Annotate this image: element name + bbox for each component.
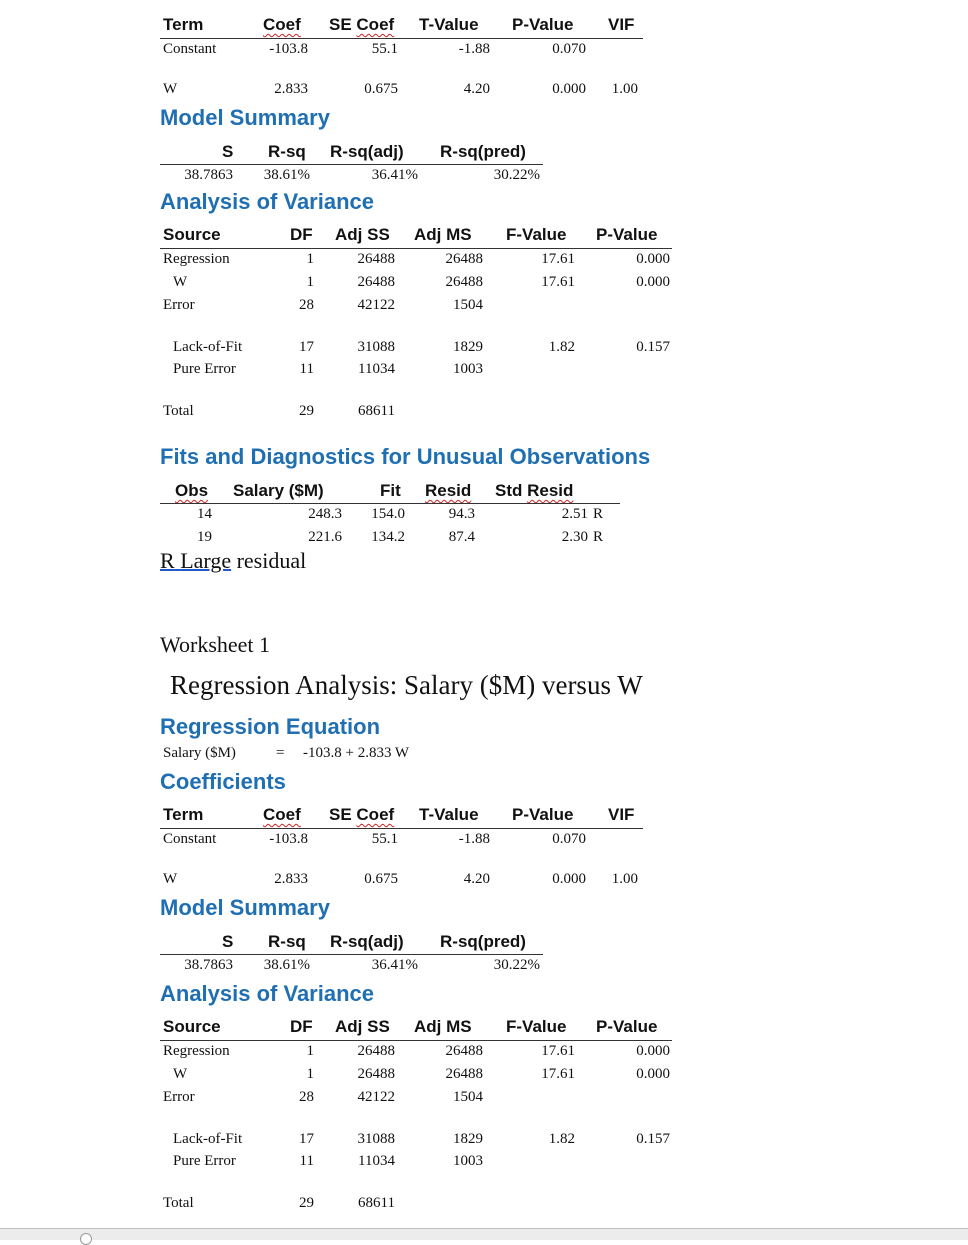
cell: 94.3 bbox=[448, 506, 475, 522]
header-rule bbox=[160, 828, 643, 829]
col-vif: VIF bbox=[608, 805, 635, 824]
cell: -1.88 bbox=[458, 831, 490, 847]
cell: 38.7863 bbox=[184, 957, 233, 973]
cell: Lack-of-Fit bbox=[173, 1131, 243, 1147]
cell: Regression bbox=[163, 251, 230, 267]
cell: 1504 bbox=[453, 297, 483, 313]
col-r-sq-pred: R-sq(pred) bbox=[440, 142, 526, 161]
header-rule bbox=[160, 38, 643, 39]
cell: 17.61 bbox=[541, 1066, 575, 1082]
col-coef: Coef bbox=[263, 805, 301, 824]
cell: R bbox=[593, 506, 604, 522]
cell: 26488 bbox=[445, 1043, 483, 1059]
equation-rhs: -103.8 + 2.833 W bbox=[303, 745, 410, 761]
cell: W bbox=[163, 871, 178, 887]
cell: 38.61% bbox=[263, 167, 310, 183]
col-vif: VIF bbox=[608, 15, 635, 34]
section-heading-regression-equation: Regression Equation bbox=[160, 714, 381, 739]
cell: 26488 bbox=[445, 251, 483, 267]
col-salary: Salary ($M) bbox=[233, 481, 324, 500]
cell: 11034 bbox=[358, 1153, 395, 1169]
cell: 29 bbox=[299, 403, 314, 419]
col-t-value: T-Value bbox=[419, 805, 479, 824]
cell: 1.82 bbox=[548, 339, 575, 355]
cell: 30.22% bbox=[493, 167, 540, 183]
cell: 0.000 bbox=[552, 871, 586, 887]
cell: 17.61 bbox=[541, 1043, 575, 1059]
cell: Pure Error bbox=[173, 1153, 236, 1169]
cell: 0.000 bbox=[636, 1066, 670, 1082]
cell: 2.51 bbox=[561, 506, 588, 522]
cell: 28 bbox=[299, 1089, 314, 1105]
cell: 0.157 bbox=[636, 1131, 670, 1147]
cell: 26488 bbox=[445, 274, 483, 290]
cell: 11 bbox=[299, 1153, 314, 1169]
cell: 1003 bbox=[453, 361, 483, 377]
col-term: Term bbox=[163, 805, 204, 824]
cell: 0.070 bbox=[552, 41, 586, 57]
cell: 1829 bbox=[453, 339, 483, 355]
cell: 55.1 bbox=[371, 831, 398, 847]
cell: 154.0 bbox=[371, 506, 405, 522]
cell: 30.22% bbox=[493, 957, 540, 973]
col-source: Source bbox=[163, 225, 221, 244]
cell: 1.82 bbox=[548, 1131, 575, 1147]
cell: 26488 bbox=[445, 1066, 483, 1082]
col-std-resid: Std Resid bbox=[495, 481, 574, 500]
section-heading-anova: Analysis of Variance bbox=[160, 189, 374, 214]
cell: 248.3 bbox=[308, 506, 342, 522]
col-adj-ss: Adj SS bbox=[335, 225, 390, 244]
cell: 1.00 bbox=[611, 871, 638, 887]
cell: 2.833 bbox=[274, 871, 308, 887]
cell: 26488 bbox=[357, 1043, 395, 1059]
col-df: DF bbox=[290, 1017, 313, 1036]
header-rule bbox=[160, 1040, 672, 1041]
cell: 68611 bbox=[358, 403, 395, 419]
cell: 0.000 bbox=[636, 274, 670, 290]
cell: 68611 bbox=[358, 1195, 395, 1211]
cell: 4.20 bbox=[463, 81, 490, 97]
col-coef: Coef bbox=[263, 15, 301, 34]
cell: R bbox=[593, 529, 604, 545]
cell: 11034 bbox=[358, 361, 395, 377]
col-df: DF bbox=[290, 225, 313, 244]
col-p-value: P-Value bbox=[596, 1017, 658, 1036]
cell: 26488 bbox=[357, 274, 395, 290]
cell: Error bbox=[163, 1089, 195, 1105]
cell: 2.833 bbox=[274, 81, 308, 97]
header-rule bbox=[160, 248, 672, 249]
cell: 26488 bbox=[357, 1066, 395, 1082]
cell: 1 bbox=[306, 274, 314, 290]
col-r-sq-adj: R-sq(adj) bbox=[330, 932, 404, 951]
cell: Error bbox=[163, 297, 195, 313]
cell: W bbox=[173, 1066, 188, 1082]
section-heading-model-summary: Model Summary bbox=[160, 895, 330, 920]
cell: 38.61% bbox=[263, 957, 310, 973]
cell: -103.8 bbox=[269, 831, 308, 847]
cell: Total bbox=[163, 403, 194, 419]
cell: 38.7863 bbox=[184, 167, 233, 183]
cell: 1003 bbox=[453, 1153, 483, 1169]
col-s: S bbox=[222, 932, 234, 951]
cell: 26488 bbox=[357, 251, 395, 267]
section-heading-anova: Analysis of Variance bbox=[160, 981, 374, 1006]
cell: 28 bbox=[299, 297, 314, 313]
cell: 17.61 bbox=[541, 274, 575, 290]
col-t-value: T-Value bbox=[419, 15, 479, 34]
cell: 1.00 bbox=[611, 81, 638, 97]
cell: 0.070 bbox=[552, 831, 586, 847]
cell: 1504 bbox=[453, 1089, 483, 1105]
equation-lhs: Salary ($M) bbox=[163, 745, 236, 761]
col-f-value: F-Value bbox=[506, 225, 567, 244]
cell: Lack-of-Fit bbox=[173, 339, 243, 355]
col-source: Source bbox=[163, 1017, 221, 1036]
cell: Constant bbox=[163, 41, 217, 57]
equation-equals: = bbox=[276, 745, 285, 761]
col-se-coef: SE Coef bbox=[329, 805, 395, 824]
col-p-value: P-Value bbox=[596, 225, 658, 244]
col-p-value: P-Value bbox=[512, 15, 574, 34]
cell: 11 bbox=[299, 361, 314, 377]
cell: W bbox=[173, 274, 188, 290]
cell: 1 bbox=[306, 1043, 314, 1059]
cell: 42122 bbox=[357, 1089, 395, 1105]
cell: 0.000 bbox=[636, 251, 670, 267]
col-adj-ms: Adj MS bbox=[414, 1017, 472, 1036]
cell: 19 bbox=[197, 529, 212, 545]
footnote-large-residual: R Large residual bbox=[160, 548, 307, 573]
cell: 17 bbox=[299, 339, 314, 355]
cell: 29 bbox=[299, 1195, 314, 1211]
cell: 0.675 bbox=[364, 871, 398, 887]
cell: 1829 bbox=[453, 1131, 483, 1147]
col-se-coef: SE Coef bbox=[329, 15, 395, 34]
cell: 1 bbox=[306, 1066, 314, 1082]
col-adj-ms: Adj MS bbox=[414, 225, 472, 244]
col-fit: Fit bbox=[380, 481, 401, 500]
col-resid: Resid bbox=[425, 481, 472, 500]
cell: 0.000 bbox=[552, 81, 586, 97]
cell: 4.20 bbox=[463, 871, 490, 887]
cell: 2.30 bbox=[561, 529, 588, 545]
col-r-sq: R-sq bbox=[268, 142, 306, 161]
col-s: S bbox=[222, 142, 234, 161]
cell: 31088 bbox=[357, 339, 395, 355]
col-term: Term bbox=[163, 15, 204, 34]
header-rule bbox=[160, 954, 543, 955]
cell: 1 bbox=[306, 251, 314, 267]
cell: 42122 bbox=[357, 297, 395, 313]
cell: 55.1 bbox=[371, 41, 398, 57]
cell: Constant bbox=[163, 831, 217, 847]
cell: 17 bbox=[299, 1131, 314, 1147]
col-r-sq-pred: R-sq(pred) bbox=[440, 932, 526, 951]
cell: 87.4 bbox=[448, 529, 475, 545]
cell: -103.8 bbox=[269, 41, 308, 57]
worksheet-label: Worksheet 1 bbox=[160, 632, 271, 657]
cell: 17.61 bbox=[541, 251, 575, 267]
section-heading-unusual-observations: Fits and Diagnostics for Unusual Observations bbox=[160, 444, 651, 469]
col-obs: Obs bbox=[175, 481, 209, 500]
col-p-value: P-Value bbox=[512, 805, 574, 824]
section-heading-model-summary: Model Summary bbox=[160, 105, 330, 130]
col-r-sq: R-sq bbox=[268, 932, 306, 951]
cell: 14 bbox=[197, 506, 212, 522]
cell: 31088 bbox=[357, 1131, 395, 1147]
page-bottom-edge bbox=[0, 1228, 968, 1240]
cell: 134.2 bbox=[371, 529, 405, 545]
cell: W bbox=[163, 81, 178, 97]
col-adj-ss: Adj SS bbox=[335, 1017, 390, 1036]
cell: -1.88 bbox=[458, 41, 490, 57]
cell: Regression bbox=[163, 1043, 230, 1059]
col-r-sq-adj: R-sq(adj) bbox=[330, 142, 404, 161]
cell: 36.41% bbox=[371, 957, 418, 973]
cell: Pure Error bbox=[173, 361, 236, 377]
cell: 0.675 bbox=[364, 81, 398, 97]
cell: Total bbox=[163, 1195, 194, 1211]
scroll-handle[interactable] bbox=[80, 1233, 92, 1245]
cell: 36.41% bbox=[371, 167, 418, 183]
cell: 221.6 bbox=[308, 529, 342, 545]
header-rule bbox=[160, 164, 543, 165]
section-heading-coefficients: Coefficients bbox=[160, 769, 286, 794]
col-f-value: F-Value bbox=[506, 1017, 567, 1036]
analysis-title: Regression Analysis: Salary ($M) versus W bbox=[170, 670, 643, 700]
cell: 0.157 bbox=[636, 339, 670, 355]
header-rule bbox=[160, 503, 620, 504]
cell: 0.000 bbox=[636, 1043, 670, 1059]
